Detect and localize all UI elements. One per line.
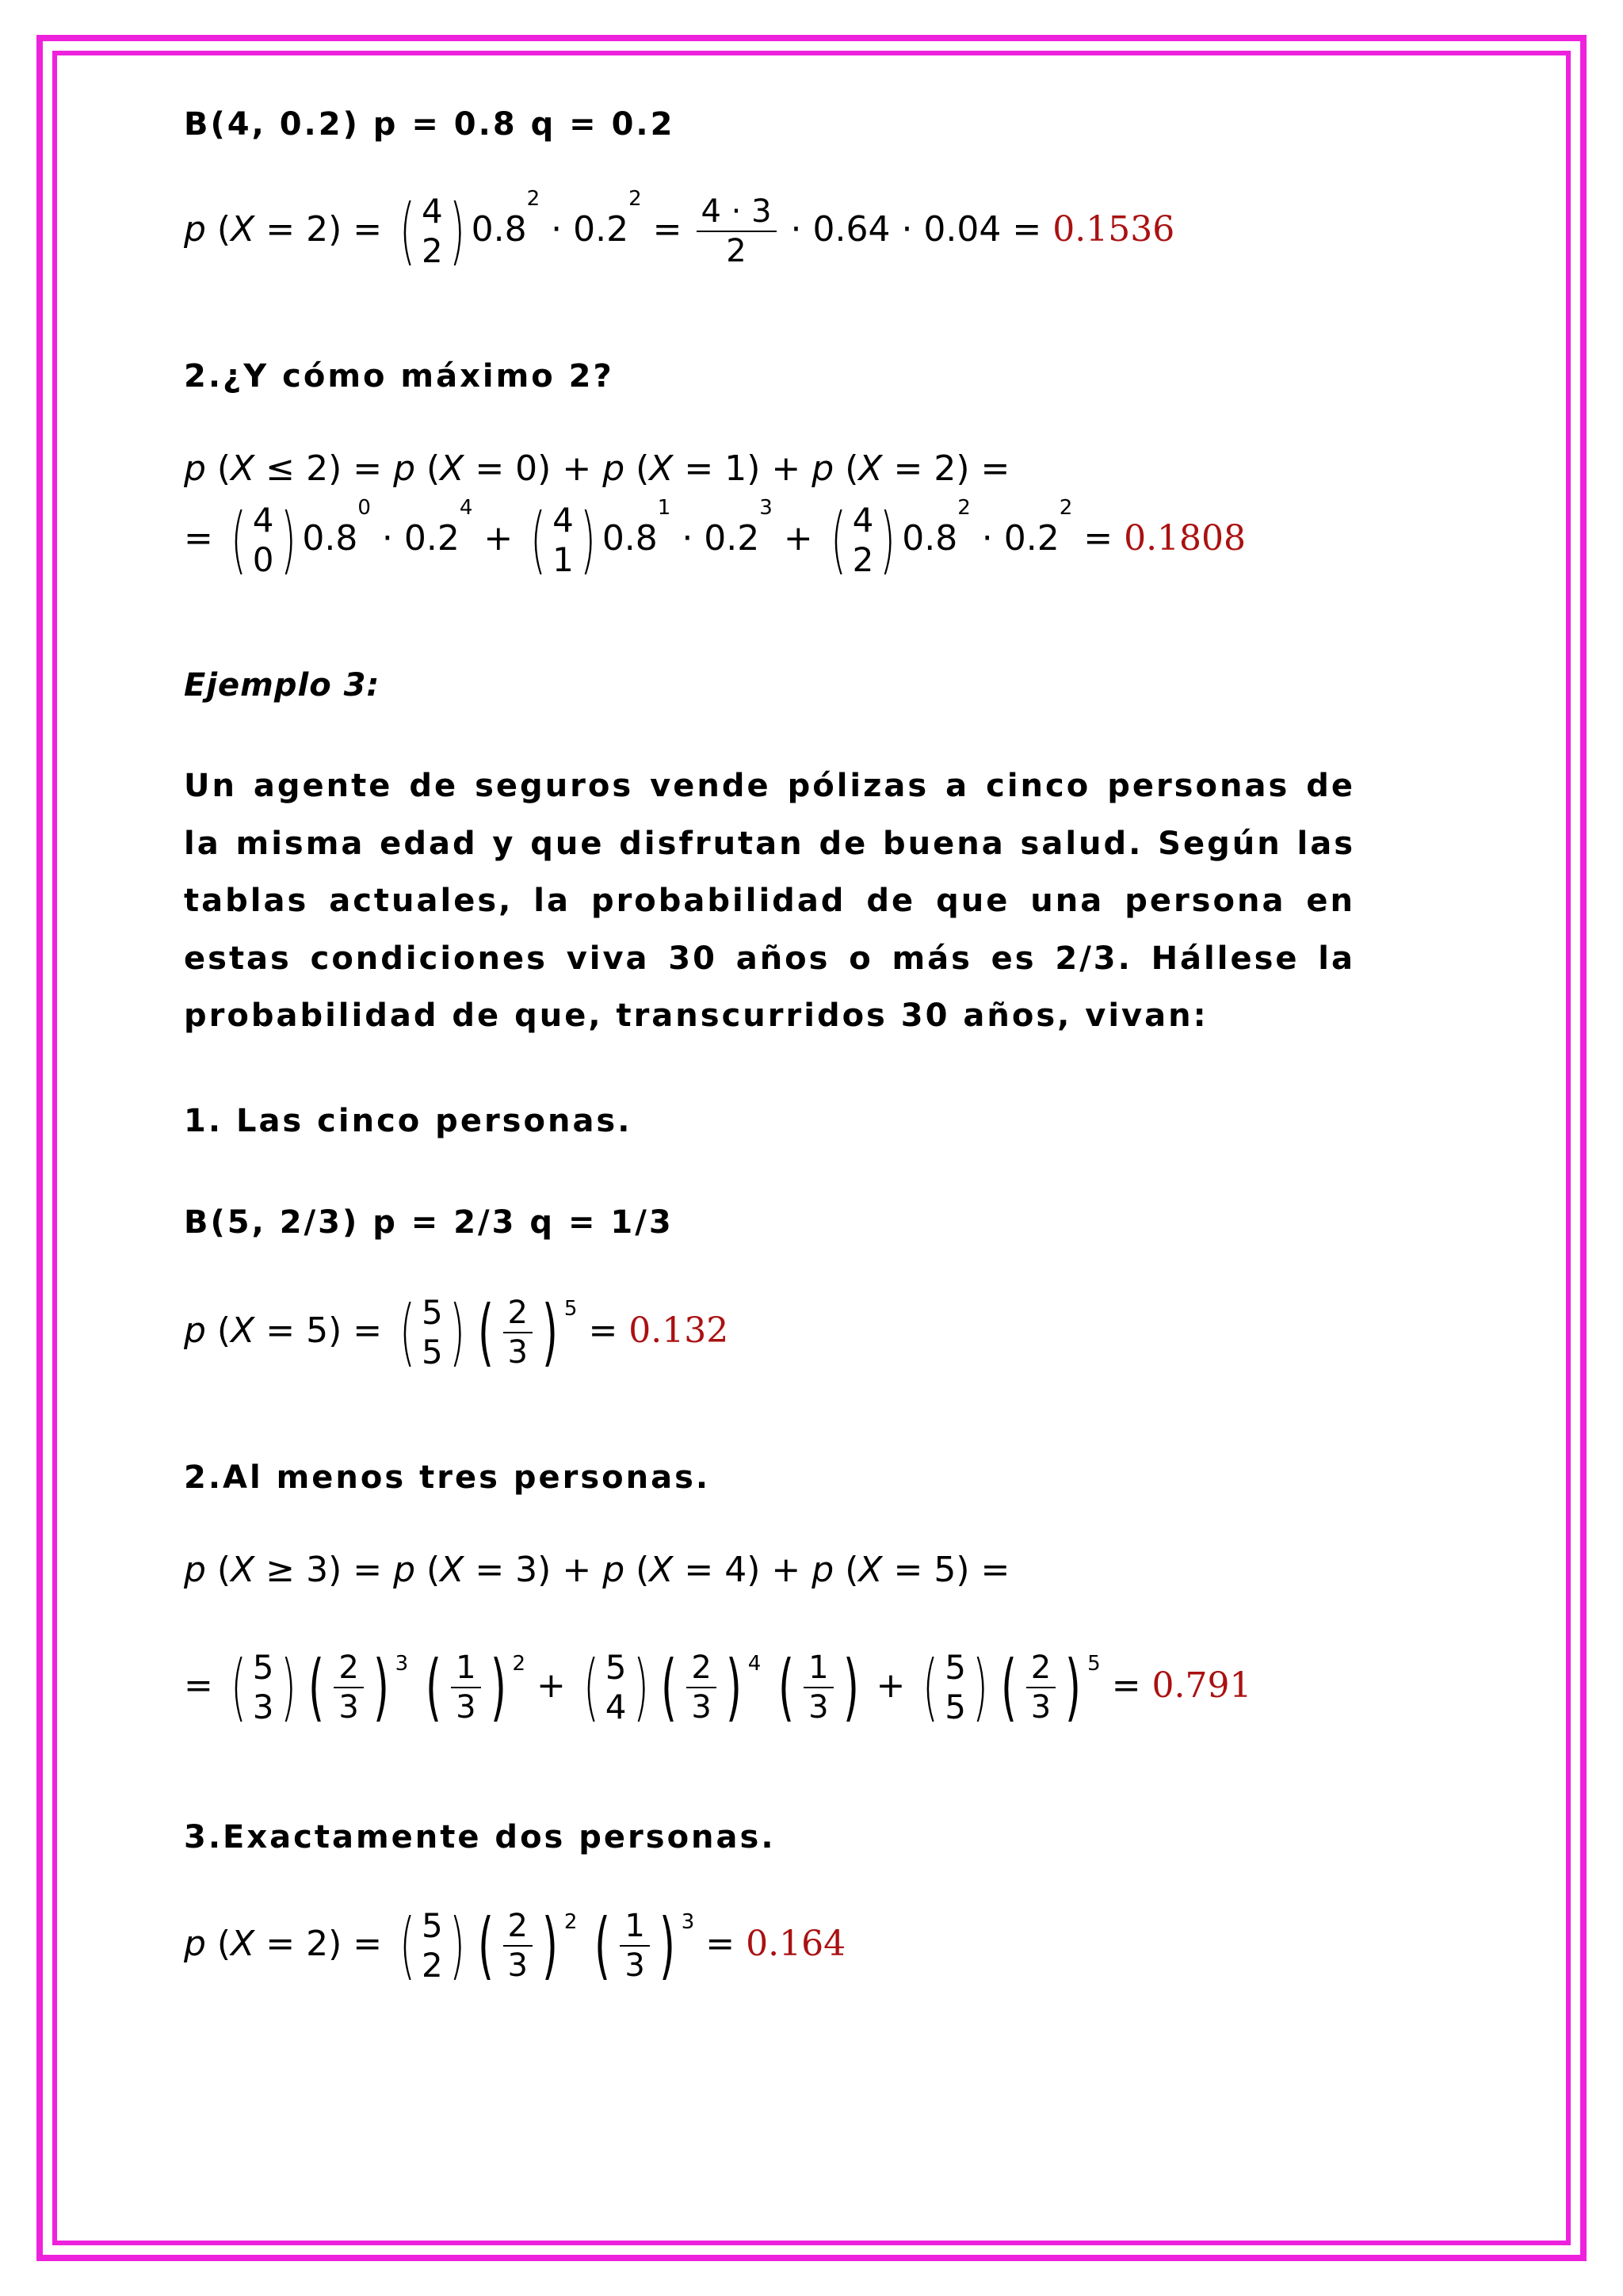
question-2: 2.¿Y cómo máximo 2? [184, 358, 614, 395]
result-2: 0.1808 [1124, 518, 1247, 559]
result-4: 0.791 [1151, 1665, 1252, 1706]
problem-paragraph: Un agente de seguros vende pólizas a cinco personas de la misma edad y que disfrutan de buena salud. Según las tablas actuales, la probabilidad de que una persona en estas condiciones viva 30 años o más es 2/3. Hállese la probabilidad de que, transcurridos 30 años, vivan: [184, 768, 1355, 1034]
binomial-params-2: B(5, 2/3) p = 2/3 q = 1/3 [184, 1204, 674, 1241]
formula-4a: p (X ≥ 3) = p (X = 3) + p (X = 4) + p (X = 5) = [184, 1550, 1010, 1590]
item-1: 1. Las cinco personas. [184, 1103, 632, 1139]
formula-2b: = ( 4 0 ) $0.8^0 \cdot 0.2^4$ + ( 4 1 ) $0.8^1 \cdot 0.2^3$ + ( 4 2 ) $0.8^2 \cdot 0.2^2 = 0.1808$ [184, 496, 1247, 582]
binomial-params-1: B(4, 0.2) p = 0.8 q = 0.2 [184, 106, 675, 143]
formula-3: p (X = 5) = ( 5 5 ) ( $\frac{2}{3}$ ) $^5$ = 0.132 [184, 1290, 729, 1375]
result-3: 0.132 [628, 1310, 729, 1351]
item-2: 2.Al menos tres personas. [184, 1459, 711, 1496]
item-3: 3.Exactamente dos personas. [184, 1819, 776, 1855]
formula-5: p (X = 2) = ( 5 2 ) ( $\frac{2}{3}$ ) $^2$ ( $\frac{1}{3}$ ) $^3$ = 0.164 [184, 1903, 846, 1988]
formula-2a: p (X ≤ 2) = p (X = 0) + p (X = 1) + p (X = 2) = [184, 448, 1010, 489]
example-heading: Ejemplo 3: [184, 667, 380, 704]
formula-1: p (X = 2) = ( 4 2 ) $0.8^2 \cdot 0.2^2$ = $\frac{4 \cdot 3}{2}$ · 0.64 · 0.04 = 0.1536 [184, 187, 1175, 273]
result-5: 0.164 [746, 1924, 846, 1964]
formula-4b: = ( 5 3 ) ( $\frac{2}{3}$ ) $^3$ ( $\frac{1}{3}$ ) $^2$ + ( 5 4 ) ( $\frac{2}{3}$ ) $^4$ ( $\frac{1}{3}$ ) + ( 5 5 ) ( $\frac{2}{3}$ ) $^5$ = 0.791 [184, 1645, 1252, 1730]
result-1: 0.1536 [1052, 209, 1175, 250]
